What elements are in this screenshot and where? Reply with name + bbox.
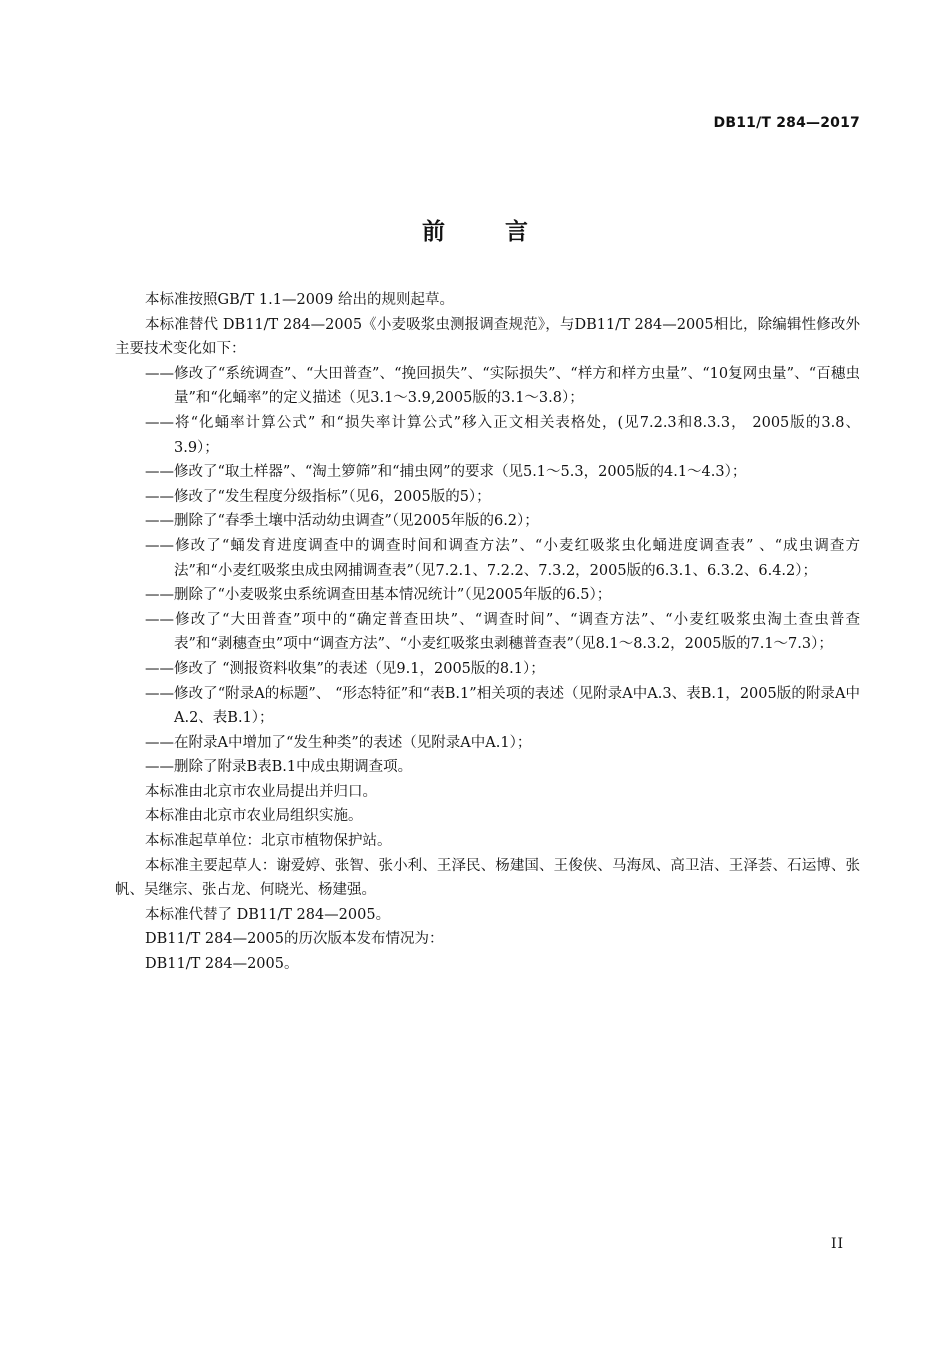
- change-item: ——修改了 “测报资料收集”的表述（见9.1，2005版的8.1）；: [145, 660, 545, 677]
- closing-paragraph: DB11/T 284—2005的历次版本发布情况为：: [145, 931, 444, 948]
- change-item: ——修改了“附录A的标题”、 “形态特征”和“表B.1”相关项的表述（见附录A中A.3、表B.1，2005版的附录A中A.2、表B.1）；: [145, 685, 860, 727]
- change-item: ——修改了“发生程度分级指标”（见6，2005版的5）；: [145, 488, 491, 505]
- change-item: ——删除了“小麦吸浆虫系统调查田基本情况统计”（见2005年版的6.5）；: [145, 587, 612, 604]
- change-item: ——修改了“蛹发育进度调查中的调查时间和调查方法”、“小麦红吸浆虫化蛹进度调查表” 、“成虫调查方法”和“小麦红吸浆虫成虫网捕调查表”（见7.2.1、7.2.2、7.3.2，2005版的6.3.1、6.3.2、6.4.2）；: [145, 537, 860, 579]
- change-item: ——在附录A中增加了“发生种类”的表述（见附录A中A.1）；: [145, 734, 532, 751]
- page-number: II: [830, 1236, 844, 1252]
- page-title: 前 言: [421, 219, 554, 245]
- change-item: ——删除了附录B表B.1中成虫期调查项。: [145, 759, 413, 776]
- closing-paragraph: 本标准起草单位：北京市植物保护站。: [145, 833, 392, 850]
- intro-paragraph: 本标准按照GB/T 1.1—2009 给出的规则起草。: [145, 292, 454, 308]
- closing-paragraph: 本标准主要起草人：谢爱婷、张智、张小利、王泽民、杨建国、王俊侠、马海凤、高卫洁、王泽荟、石运博、张帆、吴继宗、张占龙、何晓光、杨建强。: [115, 857, 860, 899]
- change-item: ——将“化蛹率计算公式” 和“损失率计算公式”移入正文相关表格处，(见7.2.3和8.3.3， 2005版的3.8、3.9）；: [145, 414, 860, 456]
- standard-code: DB11/T 284—2017: [713, 115, 860, 131]
- closing-paragraph: 本标准代替了 DB11/T 284—2005。: [145, 906, 391, 923]
- change-item: ——删除了“春季土壤中活动幼虫调查”（见2005年版的6.2）；: [145, 513, 539, 530]
- closing-paragraph: 本标准由北京市农业局提出并归口。: [145, 783, 377, 800]
- foreword-body: [115, 288, 860, 977]
- intro-paragraph: 本标准替代 DB11/T 284—2005《小麦吸浆虫测报调查规范》，与DB11/T 284—2005相比，除编辑性修改外主要技术变化如下：: [115, 316, 860, 358]
- change-item: ——修改了“取土样器”、“淘土箩筛”和“捕虫网”的要求（见5.1～5.3，2005版的4.1～4.3）；: [145, 464, 747, 481]
- change-item: ——修改了“大田普查”项中的“确定普查田块”、“调查时间”、“调查方法”、“小麦红吸浆虫淘土查虫普查表”和“剥穗查虫”项中“调查方法”、“小麦红吸浆虫剥穗普查表”（见8.1～8.3.2，2005版的7.1～7.3）；: [145, 611, 860, 653]
- closing-paragraph: DB11/T 284—2005。: [145, 956, 299, 973]
- change-item: ——修改了“系统调查”、“大田普查”、“挽回损失”、“实际损失”、“样方和样方虫量”、“10复网虫量”、“百穗虫量”和“化蛹率”的定义描述（见3.1～3.9,2005版的3.1～3.8）；: [145, 365, 860, 407]
- closing-paragraph: 本标准由北京市农业局组织实施。: [145, 808, 363, 825]
